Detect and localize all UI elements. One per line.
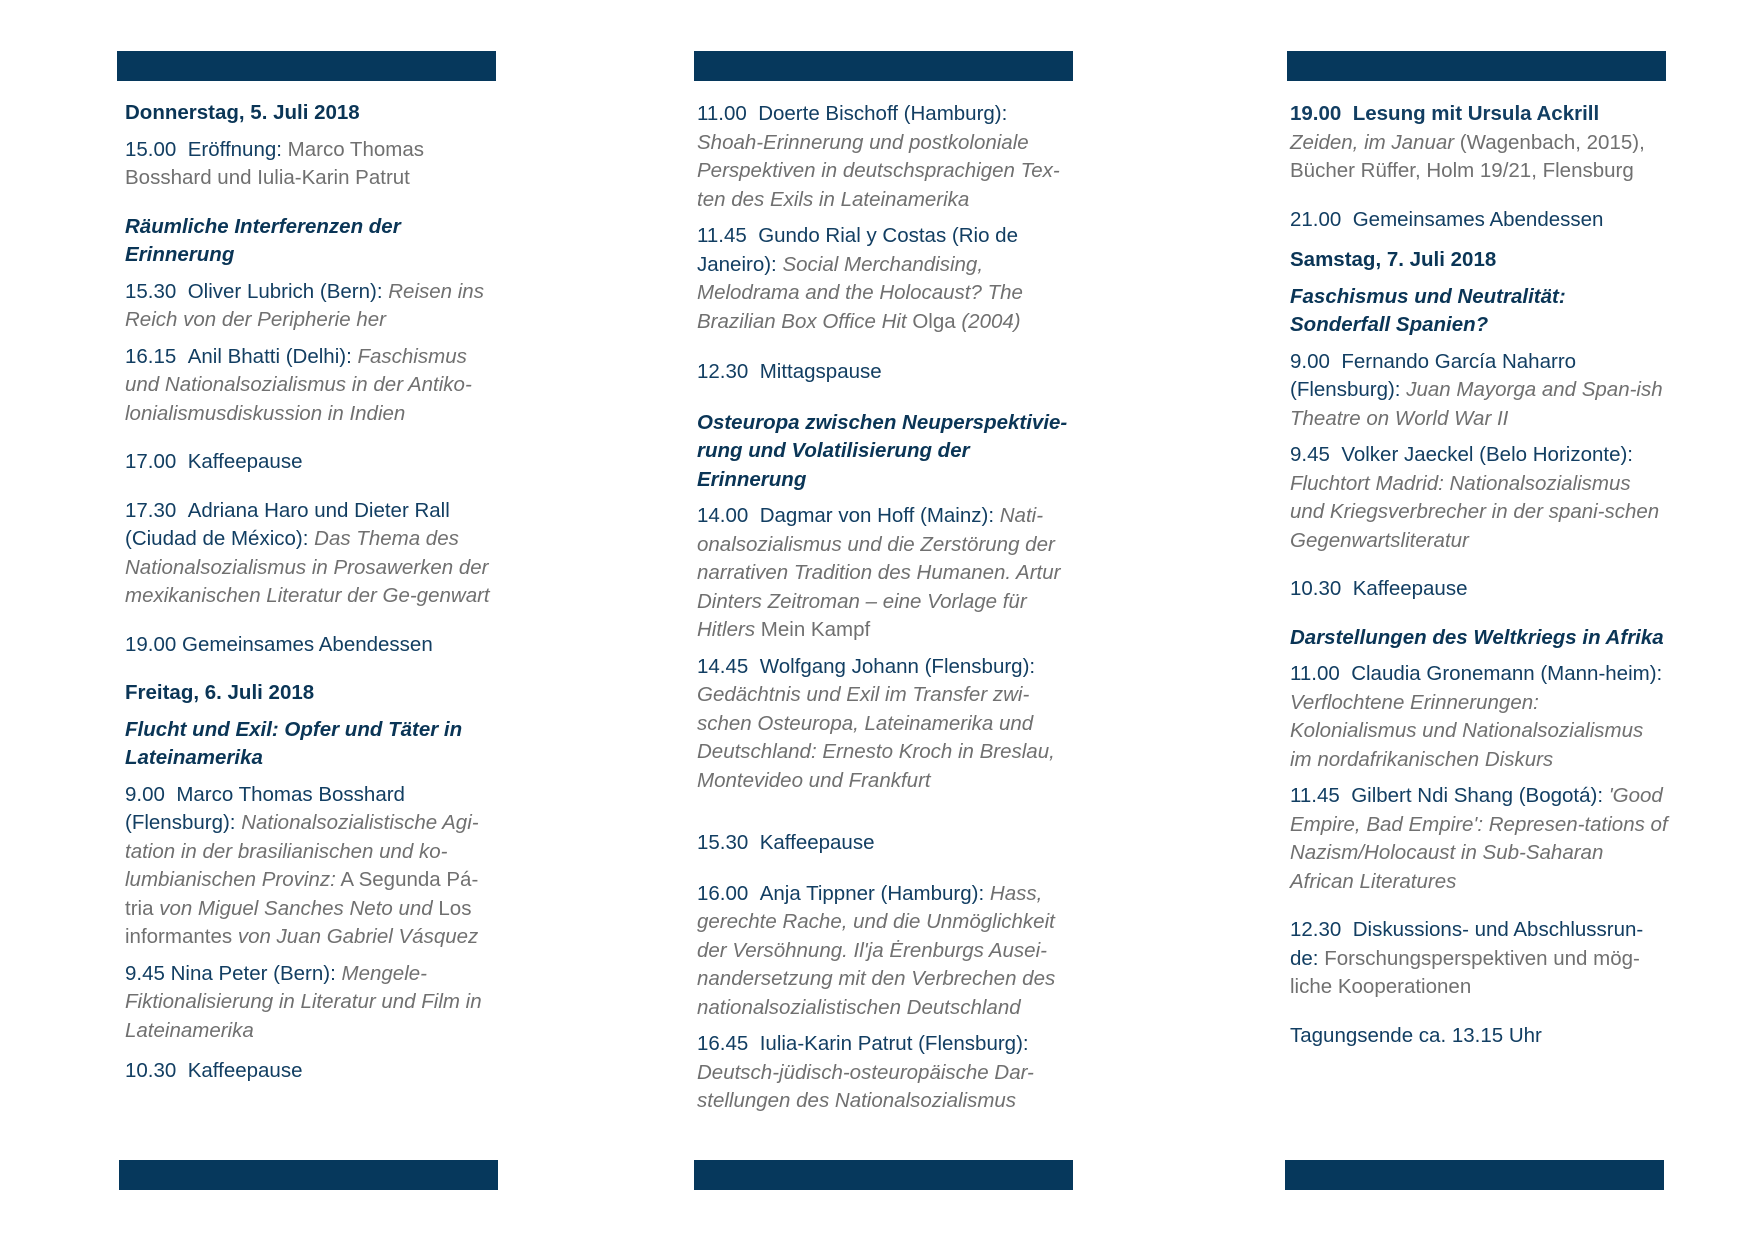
- program-entry: [1290, 100, 1668, 186]
- program-entry: [1290, 348, 1668, 434]
- entry-label: Gemeinsames Abendessen: [182, 632, 433, 656]
- program-entry: [1290, 916, 1668, 1002]
- entry-speaker: Anja Tippner (Hamburg):: [759, 881, 985, 905]
- section-heading: Flucht und Exil: Opfer und Täter in Lateinamerika: [125, 717, 463, 769]
- work-title: Zeiden, im Januar: [1290, 130, 1455, 154]
- entry-title: Reisen ins Reich von der Peripherie her: [125, 279, 484, 331]
- entry-time: 19.00: [125, 632, 177, 656]
- entry-label: Eröffnung:: [187, 137, 282, 161]
- entry-speaker: Iulia-Karin Patrut (Flensburg):: [759, 1032, 1029, 1055]
- program-entry: [125, 631, 505, 660]
- program-column-3: [1290, 100, 1668, 1050]
- bottom-bar-left: [119, 1160, 498, 1190]
- entry-speaker: Volker Jaeckel (Belo Horizonte):: [1341, 443, 1633, 466]
- entry-title: Faschismus und Nationalsozialismus in der Antiko-lonialismusdiskussion in Indien: [125, 344, 472, 425]
- entry-time: 14.00: [697, 504, 749, 527]
- program-entry: [697, 829, 1069, 858]
- entry-title: Mengele-Fiktionalisierung in Literatur und Film in Lateinamerika: [125, 961, 482, 1042]
- entry-speaker: Wolfgang Johann (Flensburg):: [759, 654, 1036, 678]
- entry-title: Das Thema des Nationalsozialismus in Prosawerken der mexikanischen Literatur der Ge-genwart: [125, 527, 490, 607]
- entry-speaker: Anil Bhatti (Delhi):: [187, 344, 352, 368]
- program-entry: [697, 502, 1069, 645]
- entry-time: 16.45: [697, 1032, 749, 1055]
- day-heading: Samstag, 7. Juli 2018: [1290, 248, 1497, 271]
- top-bar-middle: [694, 51, 1073, 81]
- entry-title: Social Merchandising, Melodrama and the Holocaust? The Brazilian Box Office Hit: [697, 252, 1023, 333]
- program-entry: [125, 278, 505, 335]
- entry-time: 11.45: [697, 224, 747, 247]
- entry-title: Fluchtort Madrid: Nationalsozialismus und Kriegsverbrecher in der spani-schen Gegenwartsliteratur: [1290, 471, 1660, 552]
- section-heading: Osteuropa zwischen Neuperspektivie-rung und Volatilisierung der Erinnerung: [697, 410, 1068, 491]
- entry-title: 'Good Empire, Bad Empire': Represen-tations of Nazism/Holocaust in Sub-Saharan African Literatures: [1290, 784, 1668, 893]
- program-entry: [125, 1057, 505, 1086]
- entry-title: Nati-onalsozialismus und die Zerstörung der narrativen Tradition des Humanen. Artur Dinters Zeitroman – eine Vorlage für Hitlers: [697, 504, 1061, 641]
- program-entry: [125, 136, 505, 193]
- program-entry: [697, 100, 1069, 214]
- bottom-bar-middle: [694, 1160, 1073, 1190]
- entry-title: Gedächtnis und Exil im Transfer zwi-schen Osteuropa, Lateinamerika und Deutschland: Ernesto Kroch in Breslau, Montevideo und Frankfurt: [697, 683, 1055, 792]
- entry-title: (2004): [961, 309, 1021, 333]
- entry-speaker: Doerte Bischoff (Hamburg):: [758, 102, 1008, 125]
- entry-time: 16.15: [125, 344, 177, 368]
- entry-speaker: Gilbert Ndi Shang (Bogotá):: [1351, 784, 1604, 807]
- entry-time: 9.00: [1290, 349, 1330, 373]
- entry-speaker: Fernando García Naharro (Flensburg):: [1290, 349, 1577, 401]
- entry-time: 11.00: [1290, 662, 1340, 685]
- entry-label: Kaffeepause: [1352, 577, 1468, 600]
- program-entry: [697, 222, 1069, 336]
- entry-time: 9.45: [125, 961, 165, 985]
- program-entry: [125, 497, 505, 611]
- program-entry: [1290, 575, 1668, 604]
- entry-speaker: Oliver Lubrich (Bern):: [187, 279, 383, 303]
- entry-time: 9.45: [1290, 443, 1330, 466]
- entry-speaker: Claudia Gronemann (Mann-heim):: [1351, 662, 1663, 685]
- entry-title: von Miguel Sanches Neto und: [159, 896, 433, 920]
- entry-label: Kaffeepause: [187, 450, 303, 473]
- entry-time: 15.30: [125, 279, 177, 303]
- work-title: A Segunda Pá-tria: [125, 868, 479, 920]
- work-title: Mein Kampf: [760, 618, 871, 641]
- day-heading: Freitag, 6. Juli 2018: [125, 681, 315, 704]
- program-entry: [1290, 441, 1668, 555]
- entry-title: Hass, gerechte Rache, und die Unmöglichkeit der Versöhnung. Il'ja Ėrenburgs Ausei-nandersetzung mit den Verbrechen des nationalsozialistischen Deutschland: [697, 881, 1056, 1019]
- work-title: Los informantes: [125, 896, 472, 948]
- program-column-1: [125, 99, 505, 1086]
- entry-speaker: Gundo Rial y Costas (Rio de Janeiro):: [697, 224, 1018, 276]
- entry-time: 14.45: [697, 654, 749, 678]
- entry-label: Kaffeepause: [187, 1059, 303, 1082]
- entry-time: 19.00: [1290, 102, 1342, 125]
- entry-time: 15.30: [697, 831, 749, 854]
- section-heading: Räumliche Interferenzen der Erinnerung: [125, 214, 401, 266]
- entry-title: Verflochtene Erinnerungen: Kolonialismus und Nationalsozialismus im nordafrikanischen Diskurs: [1290, 690, 1644, 771]
- entry-title: Deutsch-jüdisch-osteuropäische Dar-stellungen des Nationalsozialismus: [697, 1060, 1034, 1112]
- entry-label: Lesung mit Ursula Ackrill: [1352, 102, 1600, 125]
- entry-time: 12.30: [1290, 918, 1342, 941]
- section-heading: Darstellungen des Weltkriegs in Afrika: [1290, 625, 1664, 649]
- entry-description: Marco Thomas Bosshard und Iulia-Karin Patrut: [125, 137, 424, 189]
- entry-title: Juan Mayorga and Span-ish Theatre on World War II: [1290, 378, 1663, 430]
- work-title: Olga: [912, 309, 956, 333]
- program-entry: [125, 343, 505, 429]
- program-entry: [1290, 206, 1668, 235]
- entry-time: 10.30: [125, 1059, 177, 1082]
- entry-speaker: Marco Thomas Bosshard (Flensburg):: [125, 782, 405, 834]
- top-bar-left: [117, 51, 496, 81]
- entry-label: Mittagspause: [759, 360, 882, 383]
- entry-description: Forschungsperspektiven und mög-liche Kooperationen: [1290, 946, 1640, 998]
- entry-description: (Wagenbach, 2015), Bücher Rüffer, Holm 19/21, Flensburg: [1290, 130, 1645, 182]
- program-entry: [697, 1030, 1069, 1116]
- program-entry: [1290, 782, 1668, 896]
- entry-time: 21.00: [1290, 207, 1342, 231]
- entry-time: 11.45: [1290, 784, 1340, 807]
- bottom-bar-right: [1285, 1160, 1664, 1190]
- program-column-2: [697, 100, 1069, 1116]
- entry-time: 15.00: [125, 137, 177, 161]
- top-bar-right: [1287, 51, 1666, 81]
- entry-speaker: Adriana Haro und Dieter Rall (Ciudad de México):: [125, 498, 450, 550]
- entry-time: 11.00: [697, 102, 747, 125]
- program-entry: [125, 448, 505, 477]
- entry-time: 10.30: [1290, 577, 1342, 600]
- entry-label: Kaffeepause: [759, 831, 875, 854]
- entry-title: von Juan Gabriel Vásquez: [237, 925, 479, 948]
- entry-label: Gemeinsames Abendessen: [1352, 207, 1604, 231]
- entry-time: 12.30: [697, 360, 749, 383]
- entry-time: 16.00: [697, 881, 749, 905]
- entry-speaker: Diskussions- und Abschlussrun-de:: [1290, 918, 1644, 970]
- entry-speaker: Nina Peter (Bern):: [170, 961, 336, 985]
- program-entry: [125, 781, 505, 952]
- program-entry: [697, 880, 1069, 1023]
- program-entry: [697, 358, 1069, 387]
- entry-time: 17.30: [125, 498, 177, 522]
- program-entry: [1290, 660, 1668, 774]
- day-heading: Donnerstag, 5. Juli 2018: [125, 101, 360, 124]
- entry-time: 17.00: [125, 450, 177, 473]
- section-heading: Faschismus und Neutralität: Sonderfall Spanien?: [1290, 284, 1566, 336]
- entry-title: Shoah-Erinnerung und postkoloniale Perspektiven in deutschsprachigen Tex-ten des Exils in Lateinamerika: [697, 130, 1060, 211]
- entry-speaker: Dagmar von Hoff (Mainz):: [759, 504, 995, 527]
- program-entry: [697, 653, 1069, 796]
- entry-title: Nationalsozialistische Agi-tation in der brasilianischen und ko-lumbianischen Provinz:: [125, 811, 479, 891]
- program-entry: [125, 960, 505, 1046]
- entry-time: 9.00: [125, 782, 165, 806]
- conference-end: Tagungsende ca. 13.15 Uhr: [1290, 1023, 1542, 1047]
